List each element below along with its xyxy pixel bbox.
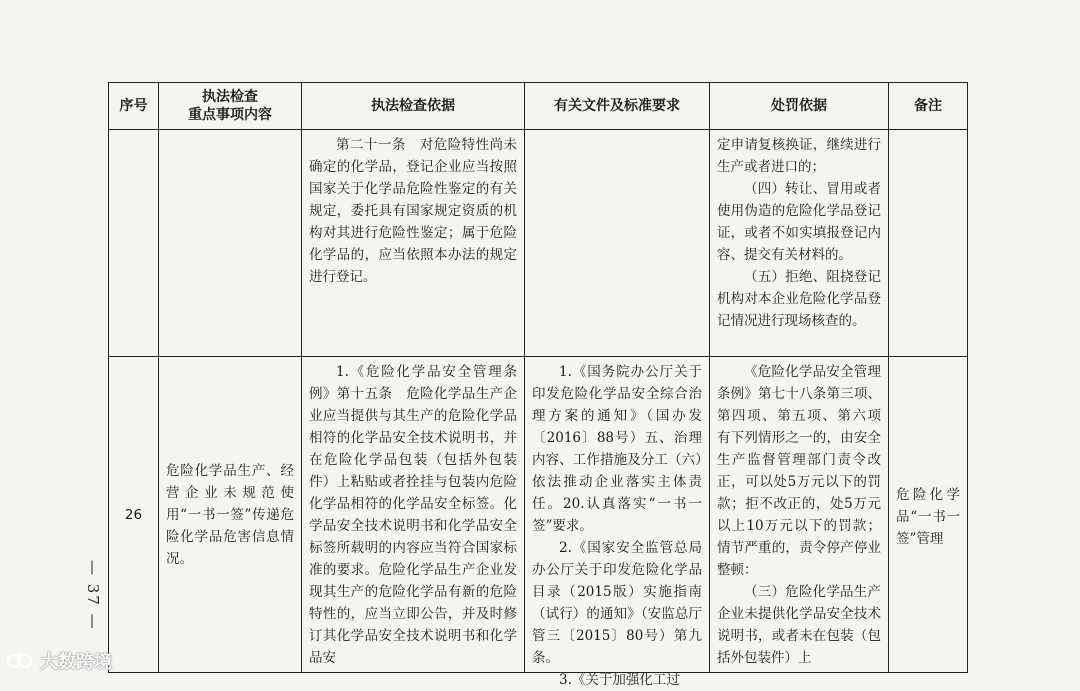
row26-docs-p1: 1.《国务院办公厅关于印发危险化学品安全综合治理方案的通知》（国办发〔2016〕88号）五、治理内容、工作措施及分工（六）依法推动企业落实主体责任。20.认真落实“一书一签”要求。 [532, 364, 702, 534]
row26-remark-cell [889, 357, 968, 673]
row26-docs-p3: 3.《关于加强化工过 [559, 672, 680, 688]
prev-penalty-p3: （五）拒绝、阻挠登记机构对本企业危险化学品登记情况进行现场核查的。 [717, 269, 881, 329]
header-remark: 备注 [889, 83, 968, 130]
row26-docs-p2: 2.《国家安全监管总局办公厅关于印发危险化学品目录（2015版）实施指南（试行）的通知》（安监总厅管三〔2015〕80号）第九条。 [532, 540, 702, 666]
prev-item-cell [159, 130, 302, 357]
header-basis: 执法检查依据 [302, 83, 525, 130]
prev-docs-cell [525, 130, 710, 357]
table-row-26 [109, 357, 968, 673]
header-penalty: 处罚依据 [710, 83, 889, 130]
row26-penalty-p2: （三）危险化学品生产企业未提供化学品安全技术说明书，或者未在包装（包括外包装件）上 [717, 584, 881, 666]
prev-basis-cell [302, 130, 525, 357]
header-row [109, 83, 968, 130]
watermark [6, 648, 112, 674]
row26-basis-cell [302, 357, 525, 673]
row26-remark-text: 危险化学品“一书一签”管理 [896, 486, 960, 547]
table-row-previous [109, 130, 968, 357]
row26-penalty-p1: 《危险化学品安全管理条例》第七十八条第三项、第四项、第五项、第六项 有下列情形之一的，由安全生产监督管理部门责令改正，可以处5万元以下的罚款；拒不改正的，处5万元以上10万元以下的罚款；情节严重的，责令停产停业整顿： [717, 364, 895, 578]
row26-basis-text: 1.《危险化学品安全管理条例》第十五条 危险化学品生产企业应当提供与其生产的危险化学品相符的化学品安全技术说明书，并在危险化学品包装（包括外包装件）上粘贴或者拴挂与包装内危险化学品相符的化学品安全标签。化学品安全技术说明书和化学品安全标签所载明的内容应当符合国家标准的要求。危险化学品生产企业发现其生产的危险化学品有新的危险特性的，应当立即公告，并及时修订其化学品安全技术说明书和化学品安 [309, 364, 517, 666]
row26-penalty-cell [710, 357, 895, 673]
law-enforcement-table [108, 82, 968, 688]
page-number: — 37 — [84, 560, 102, 631]
header-item-line1: 执法检查 [202, 89, 258, 105]
prev-seq-cell [109, 130, 159, 357]
prev-penalty-cell [710, 130, 889, 357]
watermark-text: 大数跨境 [40, 652, 112, 673]
prev-remark-cell [889, 130, 968, 357]
row26-seq: 26 [109, 357, 159, 673]
header-seq: 序号 [109, 83, 159, 130]
header-docs: 有关文件及标准要求 [525, 83, 710, 130]
row26-item-text: 危险化学品生产、经营企业未规范使用“一书一签”传递危险化学品危害信息情况。 [166, 462, 294, 567]
brand-logo-icon [6, 650, 34, 672]
prev-penalty-p1: 定申请复核换证，继续进行生产或者进口的； [717, 137, 881, 175]
header-item-line2: 重点事项内容 [188, 107, 272, 123]
row26-item-cell [159, 357, 302, 673]
prev-penalty-p2: （四）转让、冒用或者使用伪造的危险化学品登记证，或者不如实填报登记内容、提交有关材料的。 [717, 181, 881, 263]
row26-docs-cell [525, 357, 710, 688]
prev-basis-text: 第二十一条 对危险特性尚未确定的化学品，登记企业应当按照国家关于化学品危险性鉴定的有关规定，委托具有国家规定资质的机构对其进行危险性鉴定；属于危险化学品的，应当依照本办法的规定进行登记。 [309, 137, 517, 285]
header-item [159, 83, 302, 130]
